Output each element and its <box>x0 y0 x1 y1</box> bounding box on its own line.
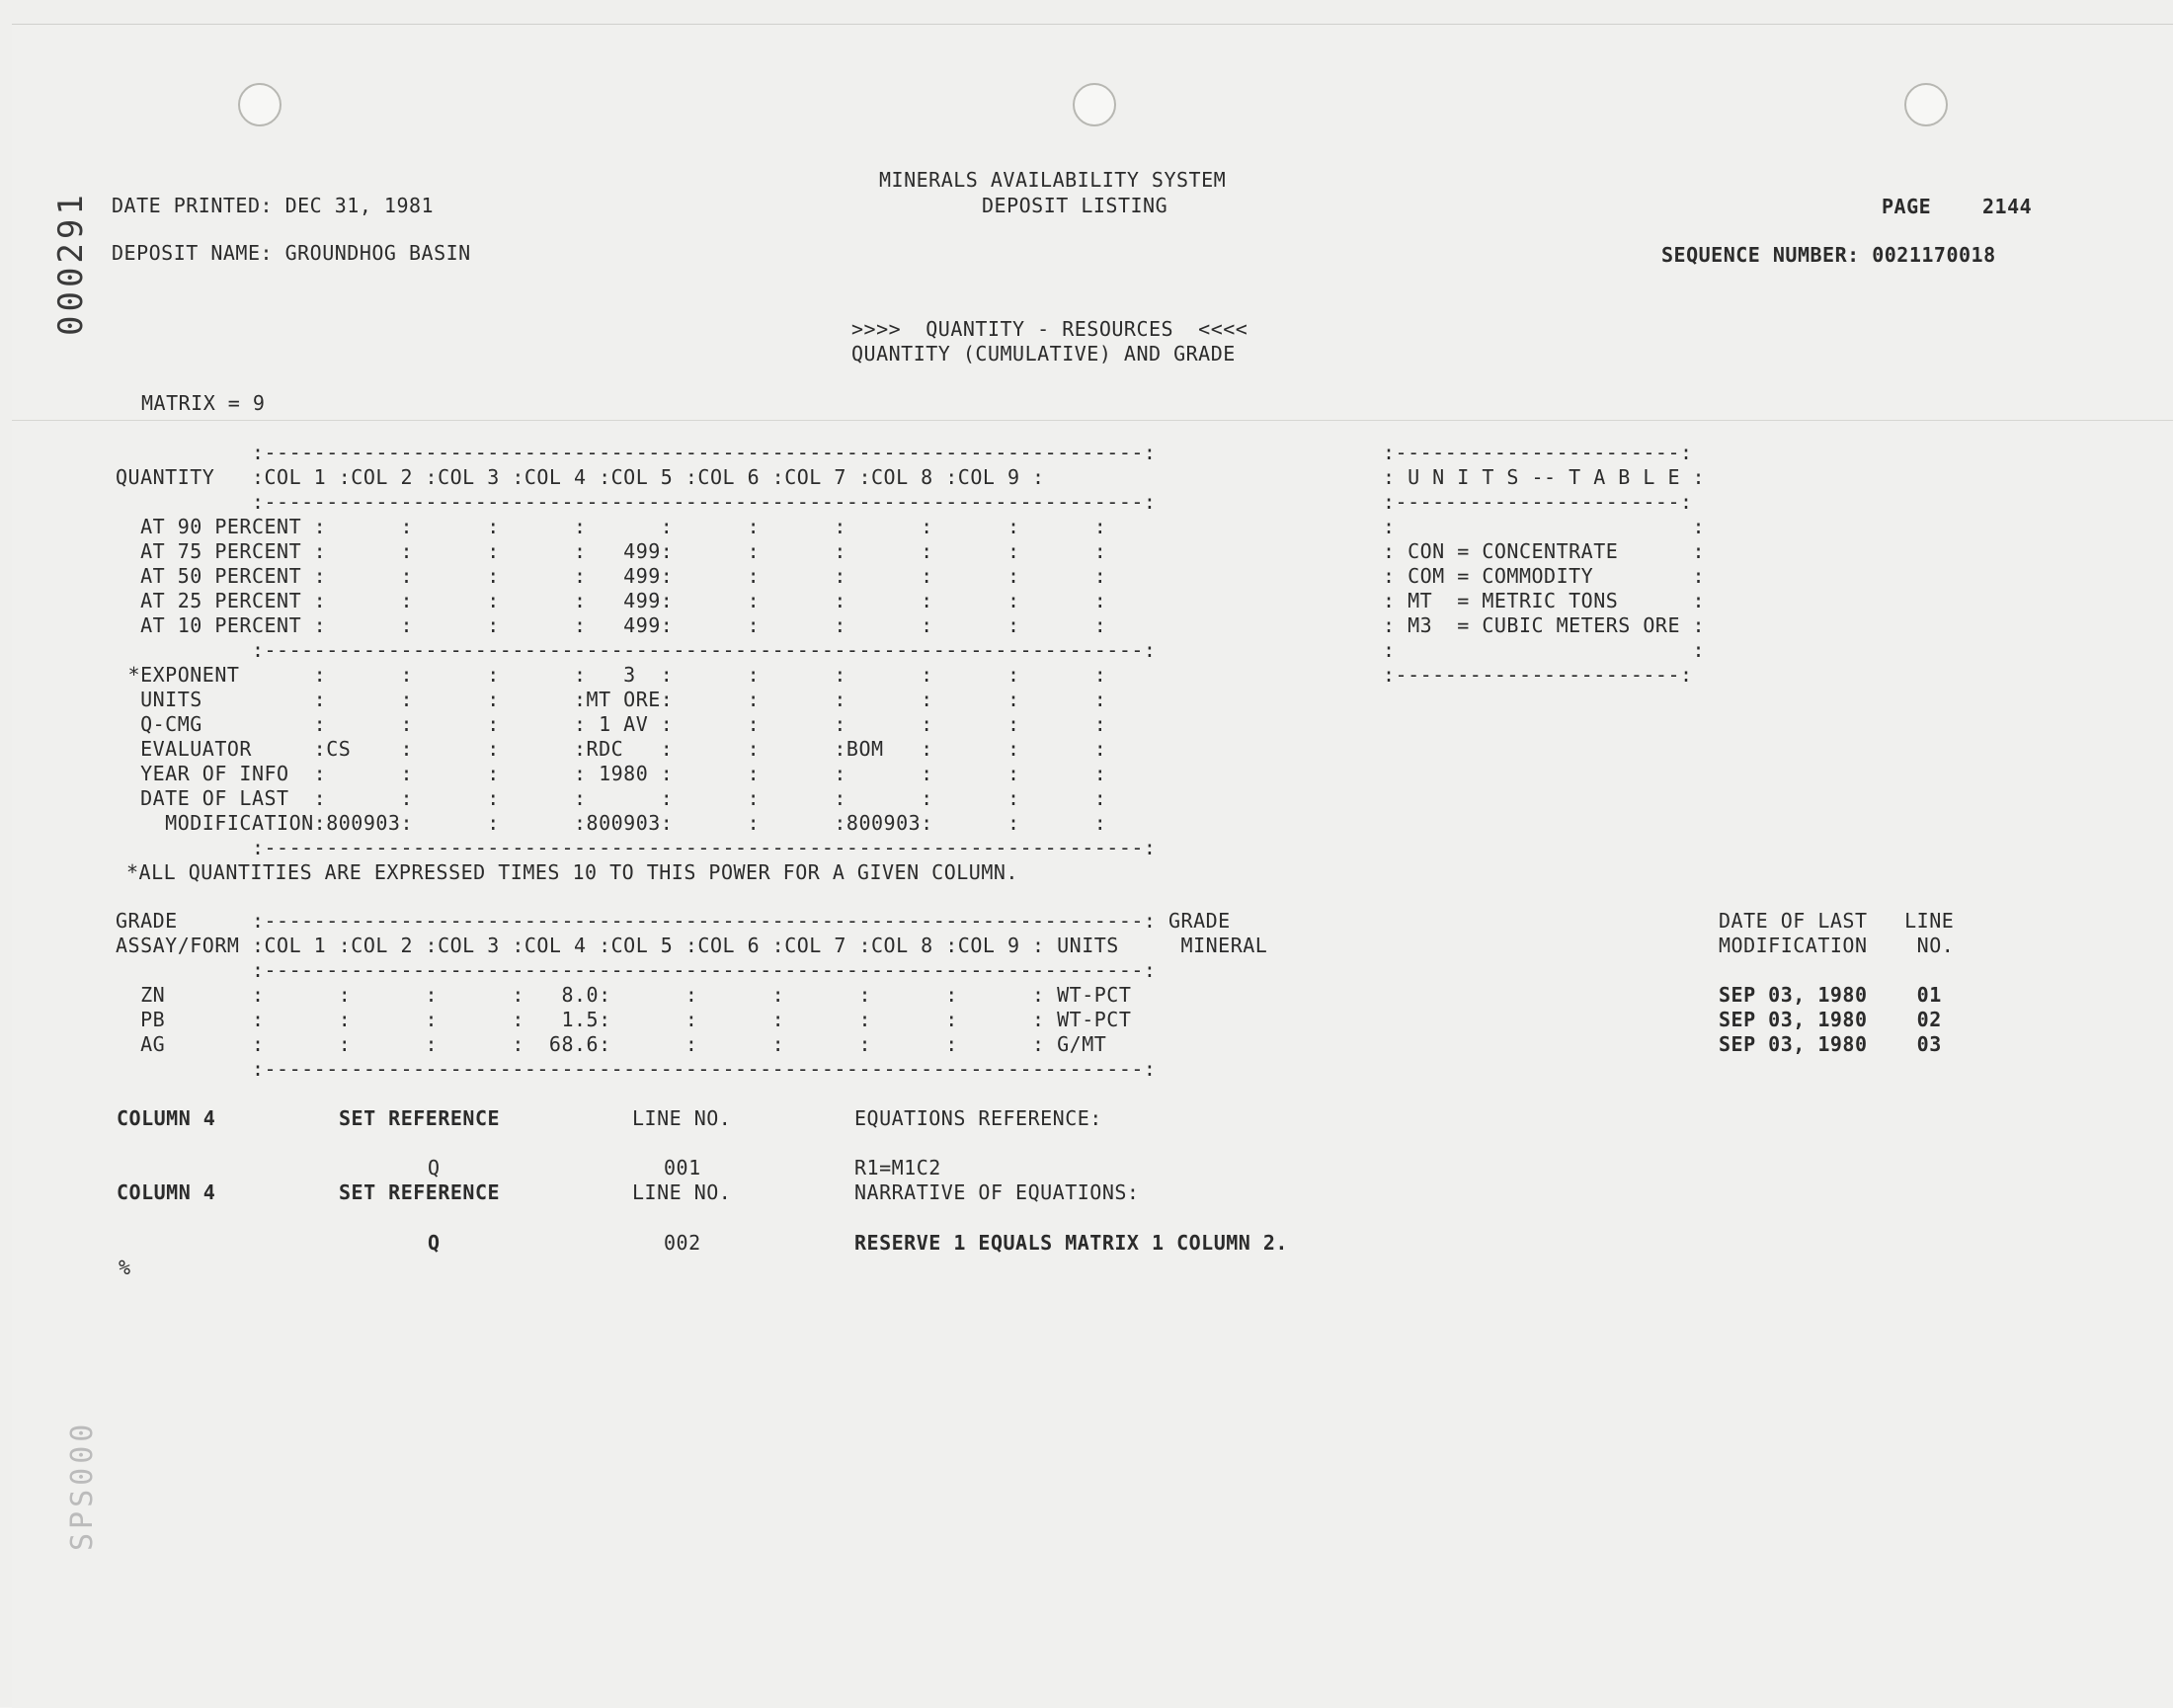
quantity-table-line: EVALUATOR :CS : : :RDC : : :BOM : : : <box>116 737 1107 761</box>
date-printed: DATE PRINTED: DEC 31, 1981 <box>112 194 435 217</box>
ref-narrative-label: NARRATIVE OF EQUATIONS: <box>854 1180 1140 1204</box>
quantity-table-line: YEAR OF INFO : : : : 1980 : : : : : : <box>116 762 1107 785</box>
mod-header-1: DATE OF LAST LINE <box>1719 909 1955 933</box>
end-mark: % <box>119 1256 131 1279</box>
grade-table-line: GRADE :-----------------------------------------------------------------------: GRADE <box>116 909 1231 933</box>
ref-set-label: SET REFERENCE <box>339 1180 501 1204</box>
quantity-table-line: AT 50 PERCENT : : : : 499: : : : : : <box>116 564 1107 588</box>
quantity-table-line: MODIFICATION:800903: : :800903: : :800903: : : <box>116 811 1107 835</box>
mod-row: SEP 03, 1980 03 <box>1719 1032 1942 1056</box>
units-table-line: : U N I T S -- T A B L E : <box>1383 465 1706 489</box>
grade-table-line: PB : : : : 1.5: : : : : : WT-PCT <box>116 1008 1132 1031</box>
mod-header-2: MODIFICATION NO. <box>1719 934 1955 957</box>
ref-line-value: 002 <box>664 1231 701 1255</box>
section-title: >>>> QUANTITY - RESOURCES <<<< <box>851 317 1248 341</box>
quantity-table-line: AT 75 PERCENT : : : : 499: : : : : : <box>116 539 1107 563</box>
units-table-line: : CON = CONCENTRATE : <box>1383 539 1706 563</box>
ref-column: COLUMN 4 <box>117 1106 216 1130</box>
quantity-table-line: *EXPONENT : : : : 3 : : : : : : <box>116 663 1107 687</box>
binder-hole-left <box>238 83 282 126</box>
grade-table-line: :-----------------------------------------------------------------------: <box>116 1057 1157 1081</box>
quantity-footnote: *ALL QUANTITIES ARE EXPRESSED TIMES 10 TO THIS POWER FOR A GIVEN COLUMN. <box>126 860 1018 884</box>
listing-title: DEPOSIT LISTING <box>982 194 1168 217</box>
quantity-table-line: :-----------------------------------------------------------------------: <box>116 836 1157 859</box>
quantity-table-line: Q-CMG : : : : 1 AV : : : : : : <box>116 712 1107 736</box>
units-table-line: :-----------------------: <box>1383 663 1693 687</box>
quantity-table-line: AT 10 PERCENT : : : : 499: : : : : : <box>116 613 1107 637</box>
ref-equation-value: R1=M1C2 <box>854 1156 941 1179</box>
quantity-table-line: :-----------------------------------------------------------------------: <box>116 441 1157 464</box>
sequence-number: SEQUENCE NUMBER: 0021170018 <box>1661 243 1996 267</box>
matrix-label: MATRIX = 9 <box>141 391 266 415</box>
margin-stamp: 000291 <box>51 191 91 336</box>
ref-line-label: LINE NO. <box>632 1180 732 1204</box>
page-number: 2144 <box>1982 195 2033 218</box>
units-table-line: : : <box>1383 515 1706 538</box>
quantity-table-line: :-----------------------------------------------------------------------: <box>116 490 1157 514</box>
grade-table-line: AG : : : : 68.6: : : : : : G/MT <box>116 1032 1107 1056</box>
units-table-line: : M3 = CUBIC METERS ORE : <box>1383 613 1706 637</box>
quantity-table-line: :-----------------------------------------------------------------------: <box>116 638 1157 662</box>
units-table-line: : : <box>1383 638 1706 662</box>
units-table-line: :-----------------------: <box>1383 441 1693 464</box>
grade-table-line: :-----------------------------------------------------------------------: <box>116 958 1157 982</box>
units-table-line: : MT = METRIC TONS : <box>1383 589 1706 612</box>
grade-table-line: ASSAY/FORM :COL 1 :COL 2 :COL 3 :COL 4 :COL 5 :COL 6 :COL 7 :COL 8 :COL 9 : UNITS MINERAL <box>116 934 1268 957</box>
binder-hole-right <box>1904 83 1948 126</box>
section-subtitle: QUANTITY (CUMULATIVE) AND GRADE <box>851 342 1236 366</box>
ref-line-label: LINE NO. <box>632 1106 732 1130</box>
ref-line-value: 001 <box>664 1156 701 1179</box>
quantity-table-line: AT 90 PERCENT : : : : : : : : : : <box>116 515 1107 538</box>
margin-stamp-faint: SPS000 <box>65 1420 100 1551</box>
ref-equations-label: EQUATIONS REFERENCE: <box>854 1106 1102 1130</box>
binder-hole-center <box>1073 83 1116 126</box>
units-table-line: :-----------------------: <box>1383 490 1693 514</box>
page-label: PAGE <box>1882 195 1932 218</box>
mod-row: SEP 03, 1980 02 <box>1719 1008 1942 1031</box>
ref-column: COLUMN 4 <box>117 1180 216 1204</box>
grade-table-line: ZN : : : : 8.0: : : : : : WT-PCT <box>116 983 1132 1007</box>
units-table-line: : COM = COMMODITY : <box>1383 564 1706 588</box>
fold-line <box>12 420 2173 421</box>
ref-set-label: SET REFERENCE <box>339 1106 501 1130</box>
system-title: MINERALS AVAILABILITY SYSTEM <box>879 168 1227 192</box>
quantity-table-line: AT 25 PERCENT : : : : 499: : : : : : <box>116 589 1107 612</box>
deposit-name: DEPOSIT NAME: GROUNDHOG BASIN <box>112 241 471 265</box>
quantity-table-line: DATE OF LAST : : : : : : : : : : <box>116 786 1107 810</box>
quantity-table-line: QUANTITY :COL 1 :COL 2 :COL 3 :COL 4 :COL 5 :COL 6 :COL 7 :COL 8 :COL 9 : <box>116 465 1045 489</box>
mod-row: SEP 03, 1980 01 <box>1719 983 1942 1007</box>
ref-narrative-value: RESERVE 1 EQUALS MATRIX 1 COLUMN 2. <box>854 1231 1288 1255</box>
ref-set-value: Q <box>428 1231 441 1255</box>
quantity-table-line: UNITS : : : :MT ORE: : : : : : <box>116 688 1107 711</box>
ref-set-value: Q <box>428 1156 441 1179</box>
